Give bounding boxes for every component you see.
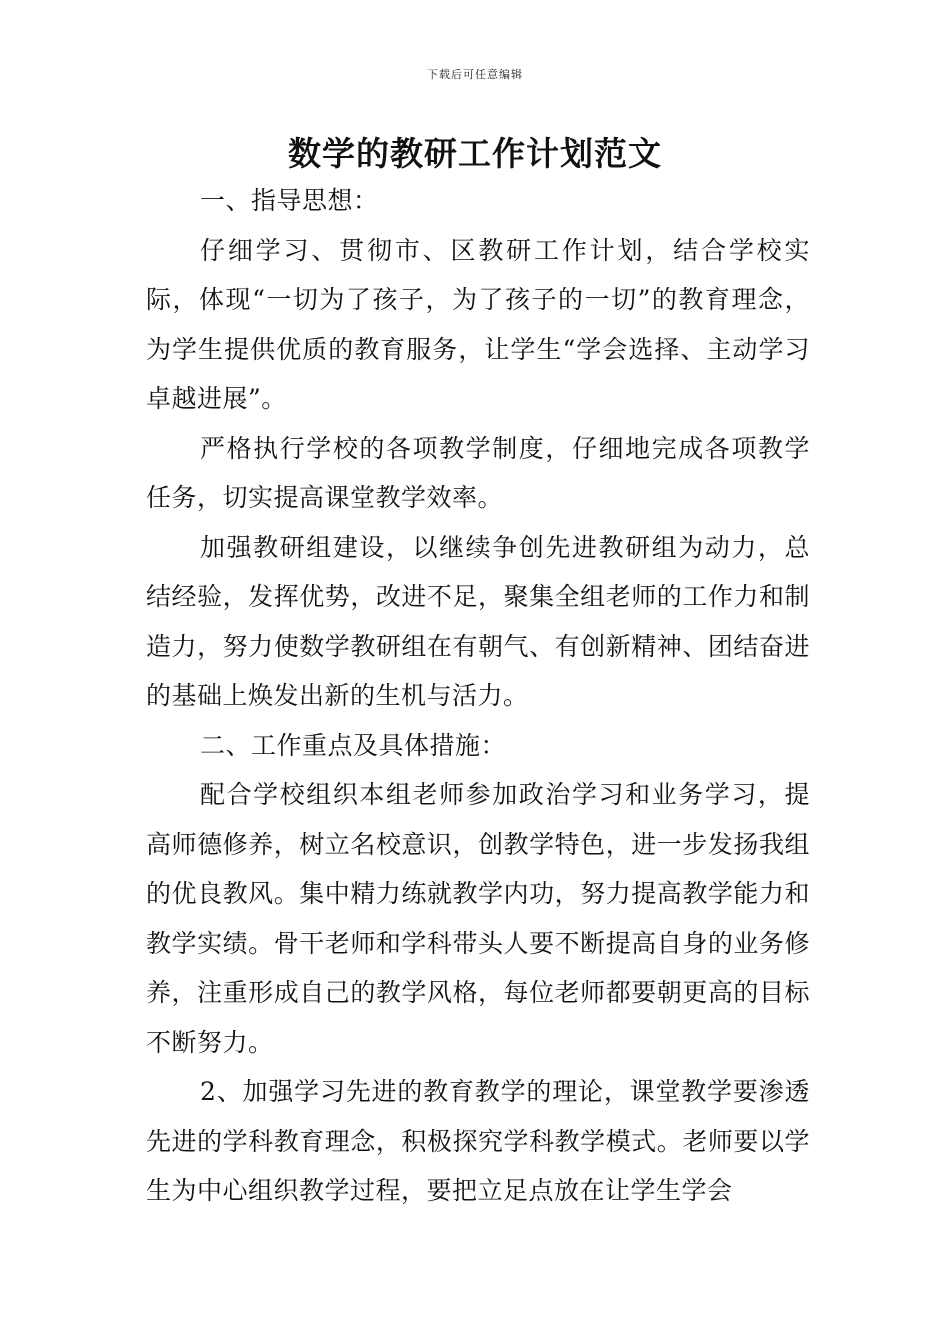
section-heading-guiding-ideology: 一、指导思想： [200, 186, 379, 215]
paragraph: 2、加强学习先进的教育教学的理论，课堂教学要渗透先进的学科教育理念，积极探究学科教学模式。老师要以学生为中心组织教学过程，要把立足点放在让学生学会 [146, 1077, 810, 1205]
document-body [146, 176, 810, 1216]
document-title: 数学的教研工作计划范文 [288, 134, 662, 173]
header-note: 下载后可任意编辑 [427, 68, 523, 81]
paragraph: 严格执行学校的各项教学制度，仔细地完成各项教学任务，切实提高课堂教学效率。 [146, 433, 810, 512]
paragraph: 仔细学习、贯彻市、区教研工作计划，结合学校实际，体现“一切为了孩子，为了孩子的一切”的教育理念，为学生提供优质的教育服务，让学生“学会选择、主动学习卓越进展”。 [146, 235, 810, 413]
paragraph: 配合学校组织本组老师参加政治学习和业务学习，提高师德修养，树立名校意识，创教学特色，进一步发扬我组的优良教风。集中精力练就教学内功，努力提高教学能力和教学实绩。骨干老师和学科带头人要不断提高自身的业务修养，注重形成自己的教学风格，每位老师都要朝更高的目标不断努力。 [146, 780, 810, 1057]
paragraph: 加强教研组建设，以继续争创先进教研组为动力，总结经验，发挥优势，改进不足，聚集全组老师的工作力和制造力，努力使数学教研组在有朝气、有创新精神、团结奋进的基础上焕发出新的生机与活力。 [146, 532, 810, 710]
section-heading-work-focus: 二、工作重点及具体措施： [200, 730, 507, 760]
